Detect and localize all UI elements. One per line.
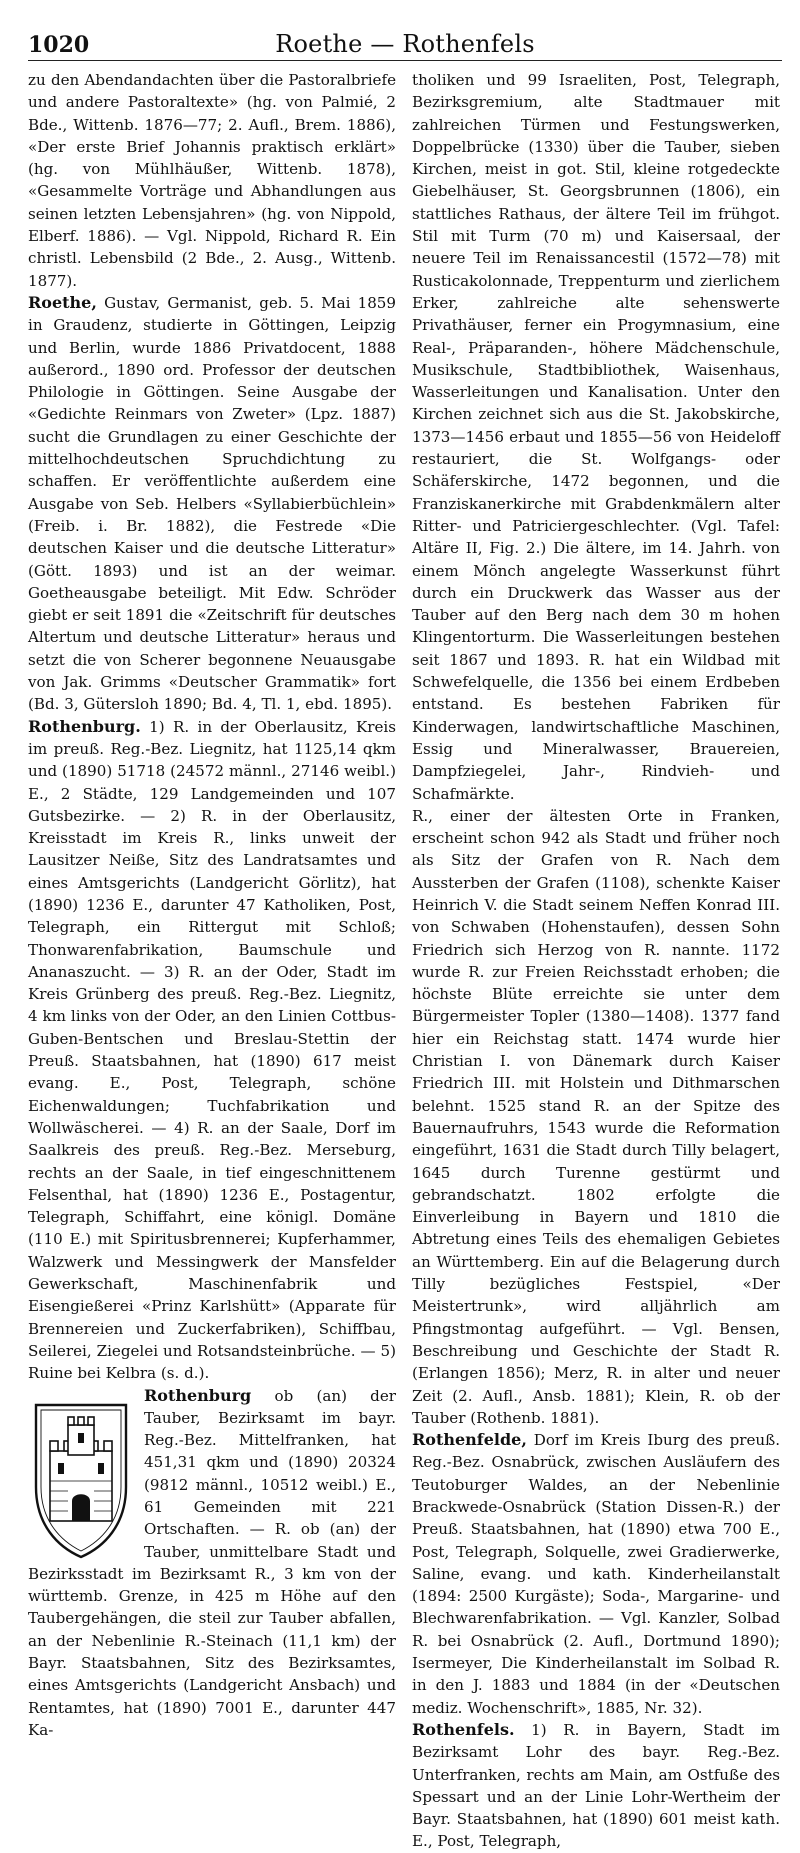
entry-rothenfels-text: 1) R. in Bayern, Stadt im Bezirksamt Lohr des bayr. Reg.-Bez. Unterfranken, rechts am Main, am Ostfuße des Spessart und an der Linie Lohr-Wertheim der Bayr. Staatsbahnen, hat (1890) 601 meist kath. E., Post, Telegraph, [412, 1720, 780, 1851]
page-header [28, 30, 782, 61]
entry-roethe-text: Gustav, Germanist, geb. 5. Mai 1859 in Graudenz, studierte in Göttingen, Leipzig und Berlin, wurde 1886 Privatdocent, 1888 außerord., 1890 ord. Professor der deutschen Philologie in Göttingen. Seine Ausgabe der «Gedichte Reinmars von Zweter» (Lpz. 1887) sucht die Grundlagen zu einer Geschichte der mittelhochdeutschen Spruchdichtung zu schaffen. Er veröffentlichte außerdem eine Ausgabe von Seb. Helbers «Syllabierbüchlein» (Freib. i. Br. 1882), die Festrede «Die deutschen Kaiser und die deutsche Litteratur» (Gött. 1893) und ist an der weimar. Goetheausgabe beteiligt. Mit Edw. Schröder giebt er seit 1891 die «Zeitschrift für deutsches Altertum und deutsche Litteratur» heraus und setzt die von Scherer begonnene Neuausgabe von Jak. Grimms «Deutscher Grammatik» fort (Bd. 3, Gütersloh 1890; Bd. 4, Tl. 1, ebd. 1895). [28, 293, 396, 714]
entry-rothenburg-tauber [28, 1385, 396, 1742]
right-column [412, 69, 780, 1851]
page-number: 1020 [28, 32, 90, 58]
paragraph-rothenburg-history: R., einer der ältesten Orte in Franken, erscheint schon 942 als Stadt und früher noch als Sitz der Grafen von R. Nach dem Aussterben der Grafen (1108), schenkte Kaiser Heinrich V. die Stadt seinem Neffen Konrad III. von Schwaben (Hohenstaufen), dessen Sohn Friedrich sich Herzog von R. nannte. 1172 wurde R. zur Freien Reichsstadt erhoben; die höchste Blüte erreichte sie unter dem Bürgermeister Topler (1380—1408). 1377 fand hier ein Reichstag statt. 1474 wurde hier Christian I. von Dänemark durch Kaiser Friedrich III. mit Holstein und Dithmarschen belehnt. 1525 stand R. an der Spitze des Bauernaufruhrs, 1543 wurde die Reformation eingeführt, 1631 die Stadt durch Tilly belagert, 1645 durch Turenne gestürmt und gebrandschatzt. 1802 erfolgte die Einverleibung in Bayern und 1810 die Abtretung eines Teils des ehemaligen Gebietes an Württemberg. Ein auf die Belagerung durch Tilly bezügliches Festspiel, «Der Meistertrunk», wird alljährlich am Pfingstmontag aufgeführt. — Vgl. Bensen, Beschreibung und Geschichte der Stadt R. (Erlangen 1856); Merz, R. in alter und neuer Zeit (2. Aufl., Ansb. 1881); Klein, R. ob der Tauber (Rothenb. 1881). [412, 806, 780, 1427]
entry-roethe [28, 292, 396, 716]
entry-rothenfelde-text: Dorf im Kreis Iburg des preuß. Reg.-Bez. Osnabrück, zwischen Ausläufern des Teutoburger Waldes, an der Nebenlinie Brackwede-Osnabrück (Station Dissen-R.) der Preuß. Staatsbahnen, hat (1890) etwa 700 E., Post, Telegraph, Solquelle, zwei Gradierwerke, Saline, evang. und kath. Kinderheilanstalt (1894: 2500 Kurgäste); Soda-, Margarine- und Blechwarenfabrikation. — Vgl. Kanzler, Solbad R. bei Osnabrück (2. Aufl., Dortmund 1890); Isermeyer, Die Kinderheilanstalt im Solbad R. in den J. 1883 und 1884 (in der «Deutschen mediz. Wochenschrift», 1885, Nr. 32). [412, 1431, 780, 1717]
headword-rothenburg: Rothenburg. [28, 716, 141, 736]
entry-rothenfelde [412, 1429, 780, 1719]
paragraph-rothenburg-cont: tholiken und 99 Israeliten, Post, Telegraph, Bezirksgremium, alte Stadtmauer mit zahlreichen Türmen und Festungswerken, Doppelbrücke (1330) über die Tauber, sieben Kirchen, meist in got. Stil, kleine rotgedeckte Giebelhäuser, St. Georgsbrunnen (1806), ein stattliches Rathaus, der ältere Teil im frühgot. Stil mit Turm (70 m) und Kaisersaal, der neuere Teil im Renaissancestil (1572—78) mit Rusticakolonnade, Treppenturm und zierlichem Erker, zahlreiche alte sehenswerte Privathäuser, ferner ein Progymnasium, eine Real-, Präparanden-, höhere Mädchenschule, Musikschule, Stadtbibliothek, Waisenhaus, Wasserleitungen und Kanalisation. Unter den Kirchen zeichnet sich aus die St. Jakobskirche, 1373—1456 erbaut und 1855—56 von Heideloff restauriert, die St. Wolfgangs- oder Schäferskirche, 1472 begonnen, und die Franziskanerkirche mit Grabdenkmälern alter Ritter- und Patriciergeschlechter. (Vgl. Tafel: Altäre II, Fig. 2.) Die ältere, im 14. Jahrh. von einem Mönch angelegte Wasserkunst führt durch ein Druckwerk das Wasser aus der Tauber auf den Berg nach dem 30 m hohen Klingentorturm. Die Wasserleitungen bestehen seit 1867 und 1893. R. hat ein Wildbad mit Schwefelquelle, die 1356 bei einem Erdbeben entstand. Es bestehen Fabriken für Kinderwagen, landwirtschaftliche Maschinen, Essig und Mineralwasser, Brauereien, Dampfziegelei, Jahr-, Rindvieh- und Schafmärkte. [412, 71, 780, 803]
page-title: Roethe — Rothenfels [275, 30, 535, 58]
paragraph-roethe-cont: zu den Abendandachten über die Pastoralbriefe und andere Pastoraltexte» (hg. von Palmié, 2 Bde., Wittenb. 1876—77; 2. Aufl., Brem. 1886), «Der erste Brief Johannis praktisch erklärt» (hg. von Mühlhäußer, Wittenb. 1878), «Gesammelte Vorträge und Abhandlungen aus seinen letzten Lebensjahren» (hg. von Nippold, Elberf. 1886). — Vgl. Nippold, Richard R. Ein christl. Lebensbild (2 Bde., 2. Ausg., Wittenb. 1877). [28, 71, 396, 290]
headword-rothenfelde: Rothenfelde, [412, 1430, 527, 1450]
entry-rothenburg-1 [28, 716, 396, 1385]
rothenburg-coat-of-arms-icon [28, 1391, 134, 1559]
left-column [28, 69, 396, 1739]
entry-rothenfels [412, 1719, 780, 1853]
headword-roethe: Roethe, [28, 292, 97, 312]
entry-rothenburg-tauber-text: ob (an) der Tauber, Bezirksamt im bayr. Reg.-Bez. Mittelfranken, hat 451,31 qkm und (1890) 20324 (9812 männl., 10512 weibl.) E., 61 Gemeinden mit 221 Ortschaften. — R. ob (an) der Tauber, unmittelbare Stadt und Bezirksstadt im Bezirksamt R., 3 km von der württemb. Grenze, in 425 m Höhe auf den Taubergehängen, die steil zur Tauber abfallen, an der Nebenlinie R.-Steinach (11,1 km) der Bayr. Staatsbahnen, Sitz des Bezirksamtes, eines Amtsgerichts (Landgericht Ansbach) und Rentamtes, hat (1890) 7001 E., darunter 447 Ka- [28, 1386, 396, 1739]
entry-rothenburg-1-text: 1) R. in der Oberlausitz, Kreis im preuß. Reg.-Bez. Liegnitz, hat 1125,14 qkm und (1890) 51718 (24572 männl., 27146 weibl.) E., 2 Städte, 129 Landgemeinden und 107 Gutsbezirke. — 2) R. in der Oberlausitz, Kreisstadt im Kreis R., links unweit der Lausitzer Neiße, Sitz des Landratsamtes und eines Amtsgerichts (Landgericht Görlitz), hat (1890) 1236 E., darunter 47 Katholiken, Post, Telegraph, ein Rittergut mit Schloß; Thonwarenfabrikation, Baumschule und Ananaszucht. — 3) R. an der Oder, Stadt im Kreis Grünberg des preuß. Reg.-Bez. Liegnitz, 4 km links von der Oder, an den Linien Cottbus-Guben-Bentschen und Breslau-Stettin der Preuß. Staatsbahnen, hat (1890) 617 meist evang. E., Post, Telegraph, schöne Eichenwaldungen; Tuchfabrikation und Wollwäscherei. — 4) R. an der Saale, Dorf im Saalkreis des preuß. Reg.-Bez. Merseburg, rechts an der Saale, in tief eingeschnittenem Felsenthal, hat (1890) 1236 E., Postagentur, Telegraph, Schiffahrt, eine königl. Domäne (110 E.) mit Spiritusbrennerei; Kupferhammer, Walzwerk und Messingwerk der Mansfelder Gewerkschaft, Maschinenfabrik und Eisengießerei «Prinz Karlshütt» (Apparate für Brennereien und Zuckerfabriken), Schiffbau, Seilerei, Ziegelei und Rotsandsteinbrüche. — 5) Ruine bei Kelbra (s. d.). [28, 717, 396, 1383]
headword-rothenburg-tauber: Rothenburg [144, 1385, 252, 1405]
headword-rothenfels: Rothenfels. [412, 1719, 515, 1739]
